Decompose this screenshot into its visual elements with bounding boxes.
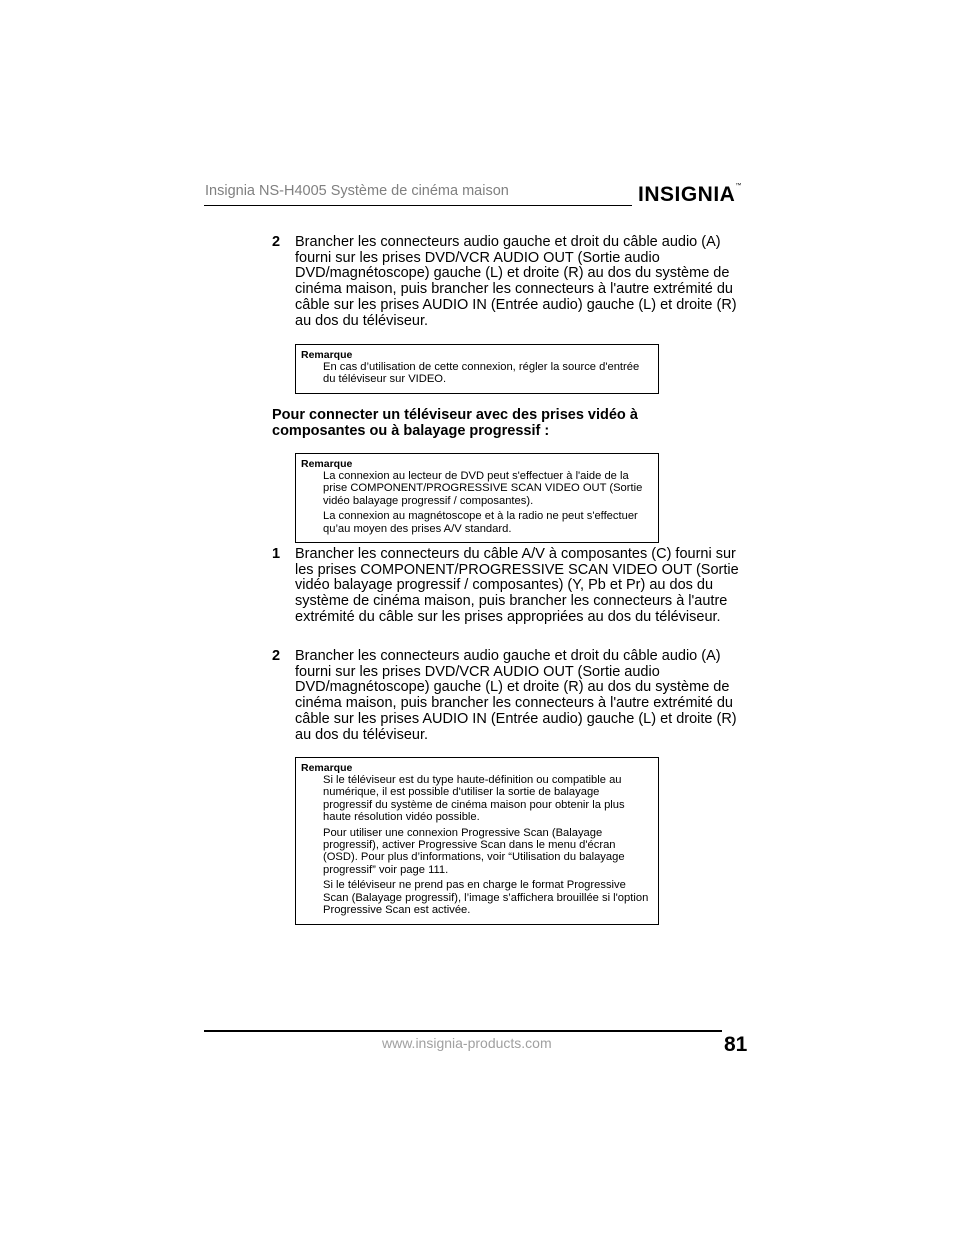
step-text: Brancher les connecteurs audio gauche et droit du câble audio (A) fourni sur les prises DVD/VCR AUDIO OUT (Sortie audio DVD/magnétoscope) gauche (L) et droite (R) au dos du système de cinéma maison, puis brancher les connecteurs à l'autre extrémité du câble sur les prises AUDIO IN (Entrée audio) gauche (L) et droite (R) au dos du téléviseur.	[295, 234, 737, 329]
note-paragraph: En cas d’utilisation de cette connexion, régler la source d'entrée du téléviseur sur VIDEO.	[323, 361, 640, 386]
step-text: Brancher les connecteurs audio gauche et droit du câble audio (A) fourni sur les prises DVD/VCR AUDIO OUT (Sortie audio DVD/magnétoscope) gauche (L) et droite (R) au dos du système de cinéma maison, puis brancher les connecteurs à l'autre extrémité du câble sur les prises AUDIO IN (Entrée audio) gauche (L) et droite (R) au dos du téléviseur.	[295, 648, 737, 743]
note-label: Remarque	[301, 349, 353, 361]
note-label: Remarque	[301, 762, 353, 774]
logo-trademark: ™	[735, 183, 742, 189]
note-box-component-connection	[295, 453, 659, 543]
note-box-video-source	[295, 344, 659, 394]
header-rule	[204, 205, 632, 206]
note-label: Remarque	[301, 458, 353, 470]
footer-url: www.insignia-products.com	[382, 1035, 552, 1051]
note-box-progressive-scan	[295, 757, 659, 925]
note-paragraph: La connexion au lecteur de DVD peut s'effectuer à l'aide de la prise COMPONENT/PROGRESSIVE SCAN VIDEO OUT (Sortie vidéo balayage progressif / composantes).	[323, 470, 643, 507]
step-text: Brancher les connecteurs du câble A/V à composantes (C) fourni sur les prises COMPONENT/PROGRESSIVE SCAN VIDEO OUT (Sortie vidéo balayage progressif / composantes) (Y, Pb et Pr) au dos du système de cinéma maison, puis brancher les connecteurs à l'autre extrémité du câble sur les prises appropriées au dos du téléviseur.	[295, 546, 739, 625]
step-2-audio-component	[272, 649, 752, 743]
page-number: 81	[724, 1033, 748, 1056]
step-number: 2	[272, 234, 281, 250]
step-number: 1	[272, 546, 281, 562]
insignia-logo	[638, 183, 741, 207]
section-heading: Pour connecter un téléviseur avec des prises vidéo à composantes ou à balayage progressif :	[272, 407, 638, 439]
footer-rule	[204, 1030, 722, 1032]
header-title: Insignia NS-H4005 Système de cinéma maison	[205, 183, 509, 199]
note-paragraph: La connexion au magnétoscope et à la radio ne peut s'effectuer qu’au moyen des prises A/V standard.	[323, 510, 638, 535]
logo-text: INSIGNIA	[638, 183, 736, 206]
note-paragraph: Pour utiliser une connexion Progressive Scan (Balayage progressif), activer Progressive Scan dans le menu d'écran (OSD). Pour plus d’informations, voir “Utilisation du balayage progressif” voir page 111.	[323, 826, 625, 876]
step-2-audio	[272, 235, 752, 329]
step-1-component	[272, 547, 752, 626]
note-paragraph: Si le téléviseur est du type haute-définition ou compatible au numérique, il est possible d'utiliser la sortie de balayage progressif du système de cinéma maison pour obtenir la plus haute résolution vidéo possible.	[323, 774, 625, 824]
step-number: 2	[272, 648, 281, 664]
note-paragraph: Si le téléviseur ne prend pas en charge le format Progressive Scan (Balayage progressif), l’image s’affichera brouillée si l'option Progressive Scan est activée.	[323, 879, 649, 917]
